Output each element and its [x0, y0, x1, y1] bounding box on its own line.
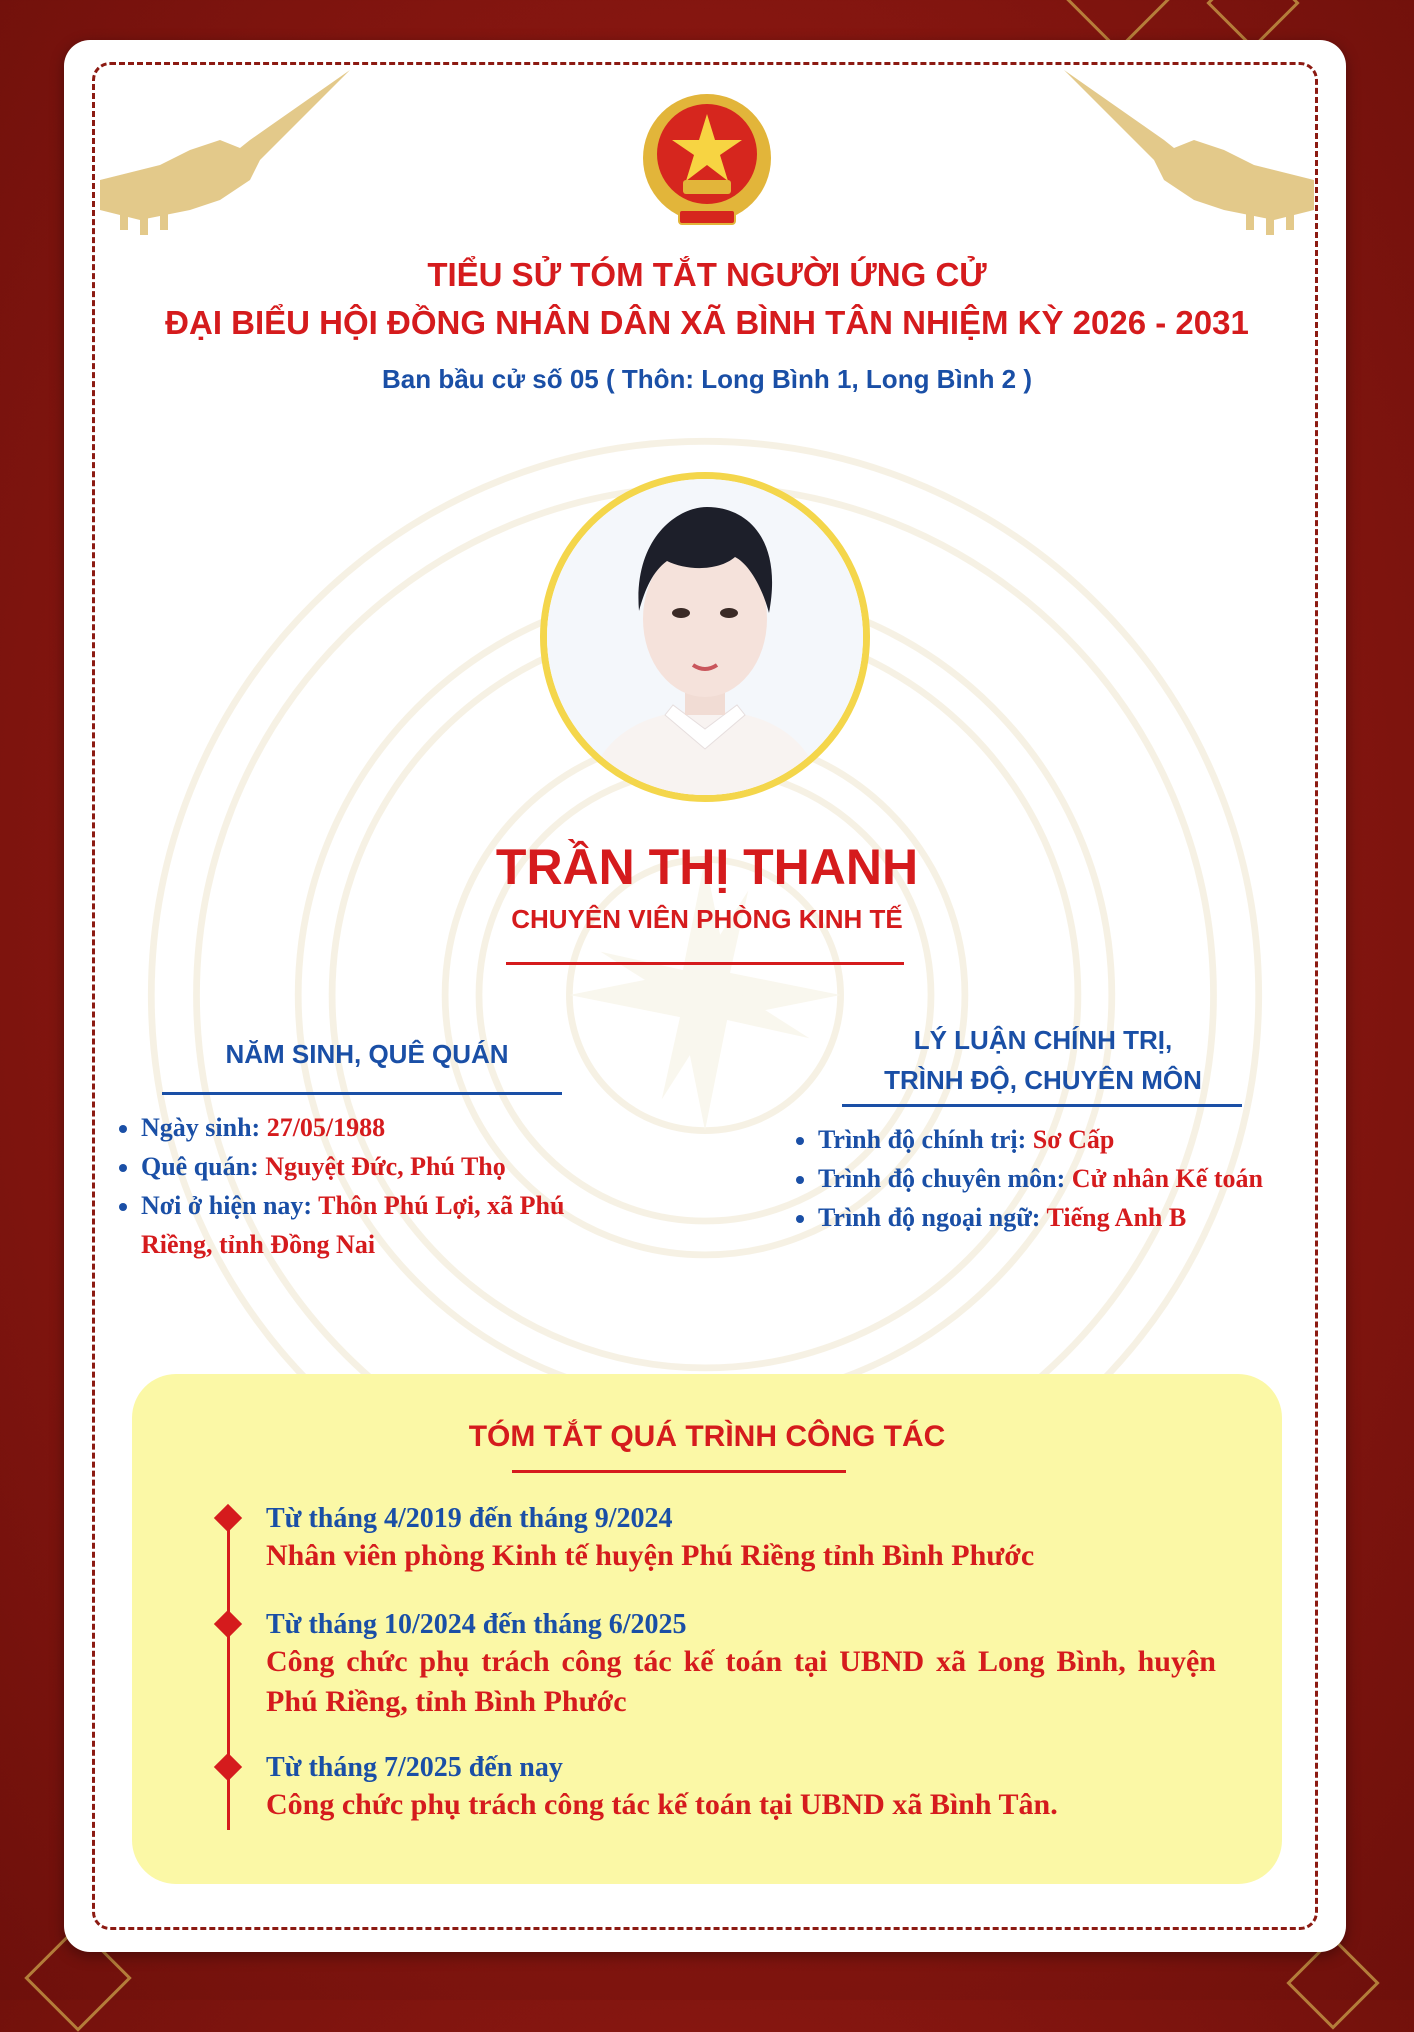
political-level-label: Trình độ chính trị:	[818, 1125, 1033, 1154]
qualifications-title-line1: LÝ LUẬN CHÍNH TRỊ,	[913, 1025, 1173, 1055]
professional-level-item	[818, 1159, 1278, 1198]
political-level-item	[818, 1120, 1278, 1159]
work-entry-description: Công chức phụ trách công tác kế toán tại UBND xã Long Bình, huyện Phú Riềng, tỉnh Bình Phước	[266, 1645, 1216, 1718]
work-entry-description: Nhân viên phòng Kinh tế huyện Phú Riềng tỉnh Bình Phước	[266, 1539, 1035, 1572]
work-entry	[266, 1751, 1216, 1825]
document-title-line2: ĐẠI BIỂU HỘI ĐỒNG NHÂN DÂN XÃ BÌNH TÂN NHIỆM KỲ 2026 - 2031	[165, 304, 1249, 341]
national-emblem-icon	[639, 92, 775, 234]
hometown-value: Nguyệt Đức, Phú Thọ	[265, 1152, 506, 1181]
residence-value: Thôn Phú Lợi, xã Phú Riềng, tỉnh Đồng Nai	[141, 1191, 565, 1259]
election-board-subtitle: Ban bầu cử số 05 ( Thôn: Long Bình 1, Long Bình 2 )	[381, 364, 1033, 394]
hometown-label: Quê quán:	[141, 1152, 266, 1181]
crane-motif-left-icon	[100, 70, 350, 240]
personal-info-title: NĂM SINH, QUÊ QUÁN	[225, 1039, 509, 1069]
candidate-photo	[540, 472, 870, 802]
candidate-name: TRẦN THỊ THANH	[495, 839, 919, 895]
qualifications-list	[782, 1120, 1278, 1237]
birth-date-value: 27/05/1988	[266, 1113, 386, 1142]
qualifications-title-line2: TRÌNH ĐỘ, CHUYÊN MÔN	[884, 1065, 1202, 1095]
birth-date-label: Ngày sinh:	[141, 1113, 267, 1142]
professional-level-value: Cử nhân Kế toán	[1071, 1164, 1263, 1193]
document-title-line1: TIỂU SỬ TÓM TẮT NGƯỜI ỨNG CỬ	[427, 256, 987, 293]
language-level-item	[818, 1198, 1278, 1237]
qualifications-divider	[842, 1104, 1242, 1107]
personal-info-divider	[162, 1092, 562, 1095]
crane-motif-right-icon	[1064, 70, 1314, 240]
candidate-position: CHUYÊN VIÊN PHÒNG KINH TẾ	[511, 904, 903, 934]
birth-date-item	[141, 1108, 621, 1147]
work-entry-period: Từ tháng 7/2025 đến nay	[266, 1752, 563, 1783]
work-entry-period: Từ tháng 4/2019 đến tháng 9/2024	[266, 1503, 673, 1534]
name-divider	[506, 962, 904, 965]
portrait-image	[547, 479, 863, 795]
professional-level-label: Trình độ chuyên môn:	[818, 1164, 1072, 1193]
work-entry	[266, 1502, 1216, 1576]
language-level-label: Trình độ ngoại ngữ:	[818, 1203, 1047, 1232]
work-entry-description: Công chức phụ trách công tác kế toán tại UBND xã Bình Tân.	[266, 1788, 1058, 1821]
personal-info-list	[105, 1108, 621, 1264]
language-level-value: Tiếng Anh B	[1046, 1203, 1187, 1232]
hometown-item	[141, 1147, 621, 1186]
work-entry-period: Từ tháng 10/2024 đến tháng 6/2025	[266, 1609, 687, 1640]
qualifications-title	[838, 1020, 1248, 1100]
work-entry	[266, 1608, 1216, 1722]
timeline-line	[227, 1508, 230, 1830]
residence-label: Nơi ở hiện nay:	[141, 1191, 319, 1220]
work-history-divider	[512, 1470, 846, 1473]
residence-item	[141, 1186, 621, 1264]
political-level-value: Sơ Cấp	[1032, 1125, 1115, 1154]
work-history-title: TÓM TẮT QUÁ TRÌNH CÔNG TÁC	[468, 1420, 946, 1453]
